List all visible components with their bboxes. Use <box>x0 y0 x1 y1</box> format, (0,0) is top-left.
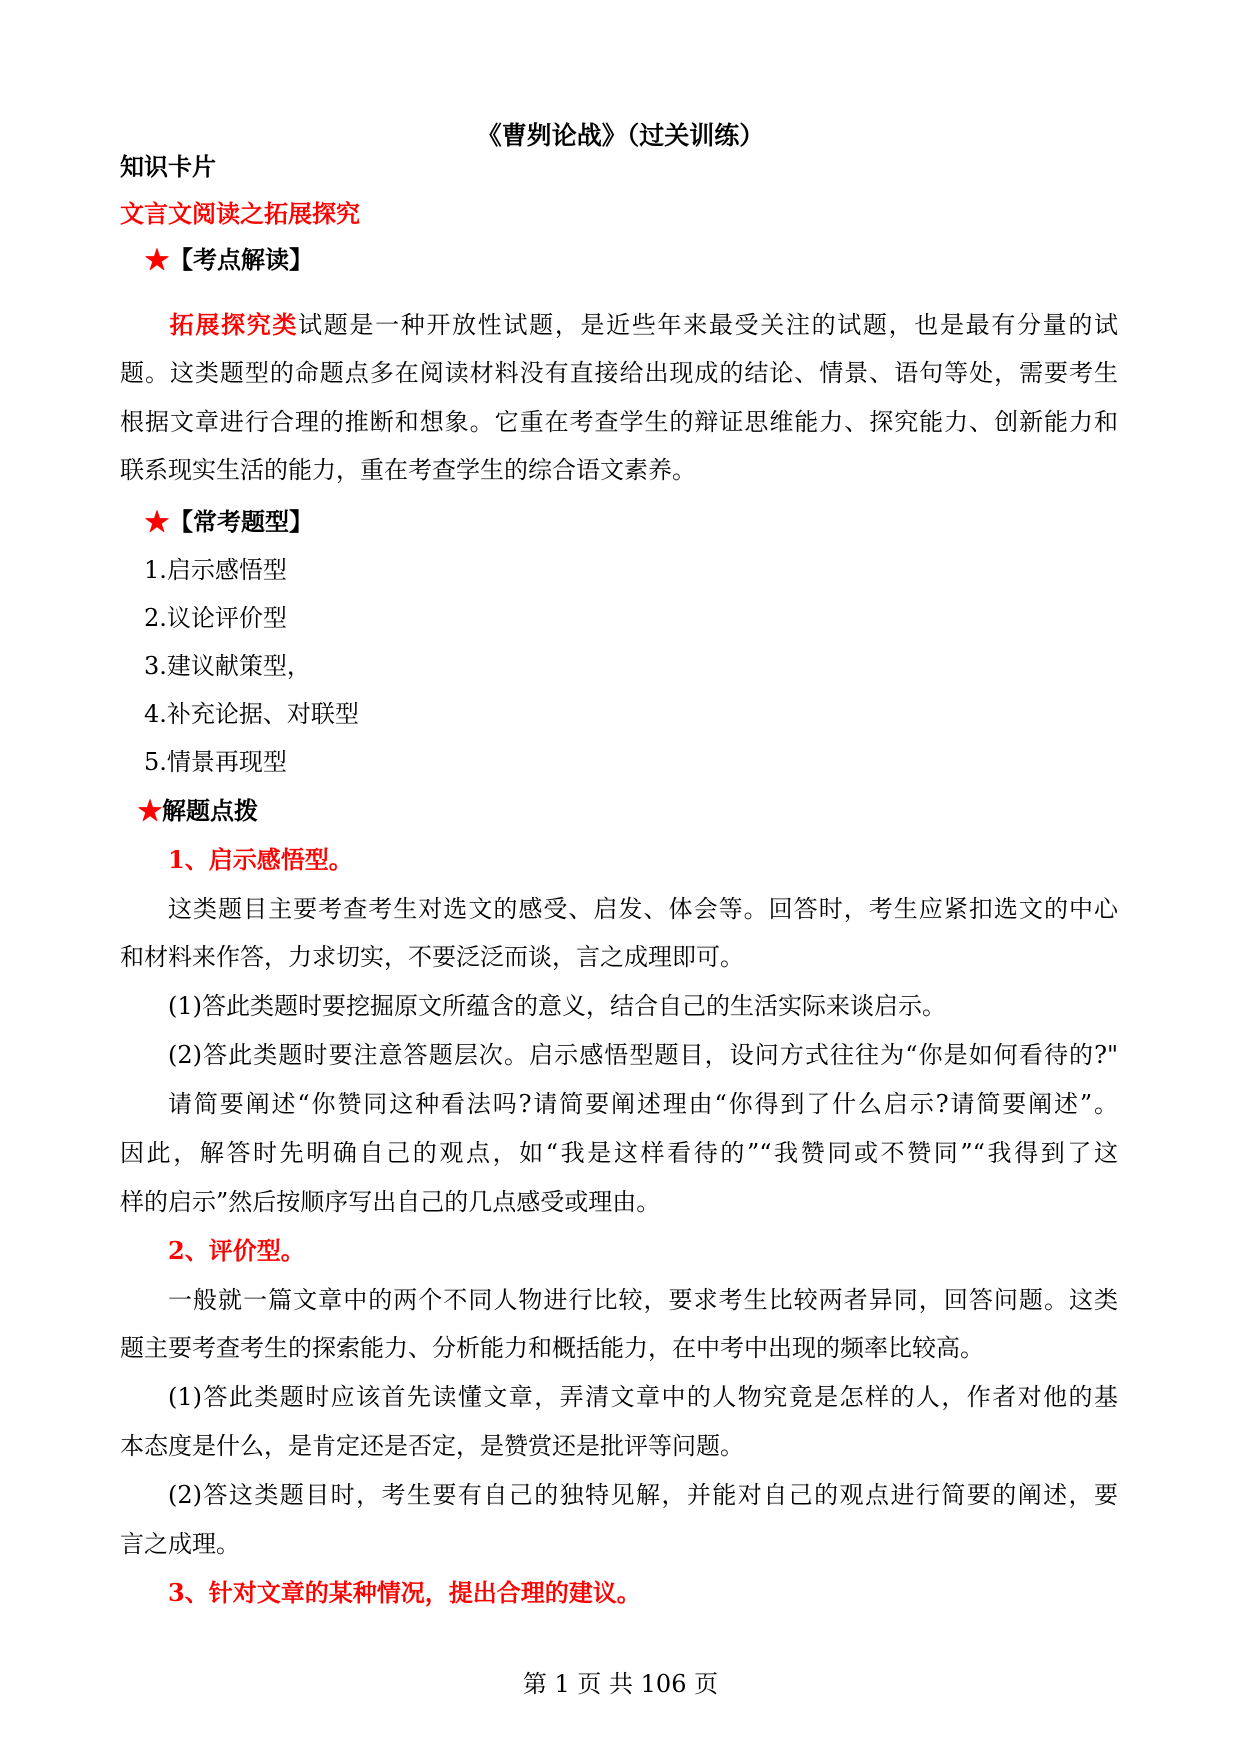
kaodian-intro-rest: 试题是一种开放性试题，是近些年来最受关注的试题，也是最有分量的试 <box>298 311 1119 339</box>
section-2-paragraph-line: (2)答这类题目时，考生要有自己的独特见解，并能对自己的观点进行简要的阐述，要 <box>168 1481 1118 1509</box>
kaodian-heading-text: 【考点解读】 <box>169 245 313 274</box>
section-1-paragraph-line: 这类题目主要考查考生对选文的感受、启发、体会等。回答时，考生应紧扣选文的中心 <box>168 895 1118 923</box>
star-icon: ★ <box>145 507 169 536</box>
section-1-paragraph-line: 因此，解答时先明确自己的观点，如“我是这样看待的”“我赞同或不赞同”“我得到了这 <box>120 1139 1118 1167</box>
changkao-heading <box>145 505 313 539</box>
question-type-item: 4.补充论据、对联型 <box>144 700 359 728</box>
jieti-heading <box>138 794 258 828</box>
kaodian-paragraph-line-4: 联系现实生活的能力，重在考查学生的综合语文素养。 <box>120 456 696 484</box>
section-2-heading: 2、评价型。 <box>168 1236 305 1265</box>
page-title: 《曹刿论战》（过关训练） <box>476 121 765 150</box>
jieti-heading-text: 解题点拨 <box>162 796 258 825</box>
section-heading: 文言文阅读之拓展探究 <box>120 199 360 228</box>
kaodian-paragraph-line-3: 根据文章进行合理的推断和想象。它重在考查学生的辩证思维能力、探究能力、创新能力和 <box>120 408 1118 436</box>
section-2-paragraph-line: 一般就一篇文章中的两个不同人物进行比较，要求考生比较两者异同，回答问题。这类 <box>168 1286 1118 1314</box>
section-3-heading: 3、针对文章的某种情况，提出合理的建议。 <box>168 1578 641 1607</box>
question-type-item: 5.情景再现型 <box>144 748 287 776</box>
section-1-heading: 1、启示感悟型。 <box>168 845 353 874</box>
kaodian-paragraph-line-2: 题。这类题型的命题点多在阅读材料没有直接给出现成的结论、情景、语句等处，需要考生 <box>120 359 1118 387</box>
section-1-paragraph-line: 请简要阐述“你赞同这种看法吗?请简要阐述理由“你得到了什么启示?请简要阐述”。 <box>168 1090 1118 1118</box>
page-footer: 第 1 页 共 106 页 <box>522 1670 719 1698</box>
star-icon: ★ <box>138 796 162 825</box>
question-type-item: 3.建议献策型， <box>144 652 311 680</box>
section-1-paragraph-line: (2)答此类题时要注意答题层次。启示感悟型题目，设问方式往往为“你是如何看待的?" <box>168 1041 1118 1069</box>
question-type-item: 2.议论评价型 <box>144 604 287 632</box>
section-2-paragraph-line: 本态度是什么，是肯定还是否定，是赞赏还是批评等问题。 <box>120 1432 744 1460</box>
section-1-paragraph-line: (1)答此类题时要挖掘原文所蕴含的意义，结合自己的生活实际来谈启示。 <box>168 992 946 1020</box>
star-icon: ★ <box>145 245 169 274</box>
section-2-paragraph-line: (1)答此类题时应该首先读懂文章，弄清文章中的人物究竟是怎样的人，作者对他的基 <box>168 1383 1118 1411</box>
kaodian-highlight: 拓展探究类 <box>168 310 299 339</box>
kaodian-paragraph-line-1 <box>120 308 1118 342</box>
section-label: 知识卡片 <box>120 152 216 181</box>
section-2-paragraph-line: 言之成理。 <box>120 1530 240 1558</box>
section-1-paragraph-line: 样的启示”然后按顺序写出自己的几点感受或理由。 <box>120 1188 661 1216</box>
kaodian-heading <box>145 243 313 277</box>
changkao-heading-text: 【常考题型】 <box>169 507 313 536</box>
section-1-paragraph-line: 和材料来作答，力求切实，不要泛泛而谈，言之成理即可。 <box>120 943 744 971</box>
section-2-paragraph-line: 题主要考查考生的探索能力、分析能力和概括能力，在中考中出现的频率比较高。 <box>120 1334 984 1362</box>
question-type-item: 1.启示感悟型 <box>144 556 287 584</box>
